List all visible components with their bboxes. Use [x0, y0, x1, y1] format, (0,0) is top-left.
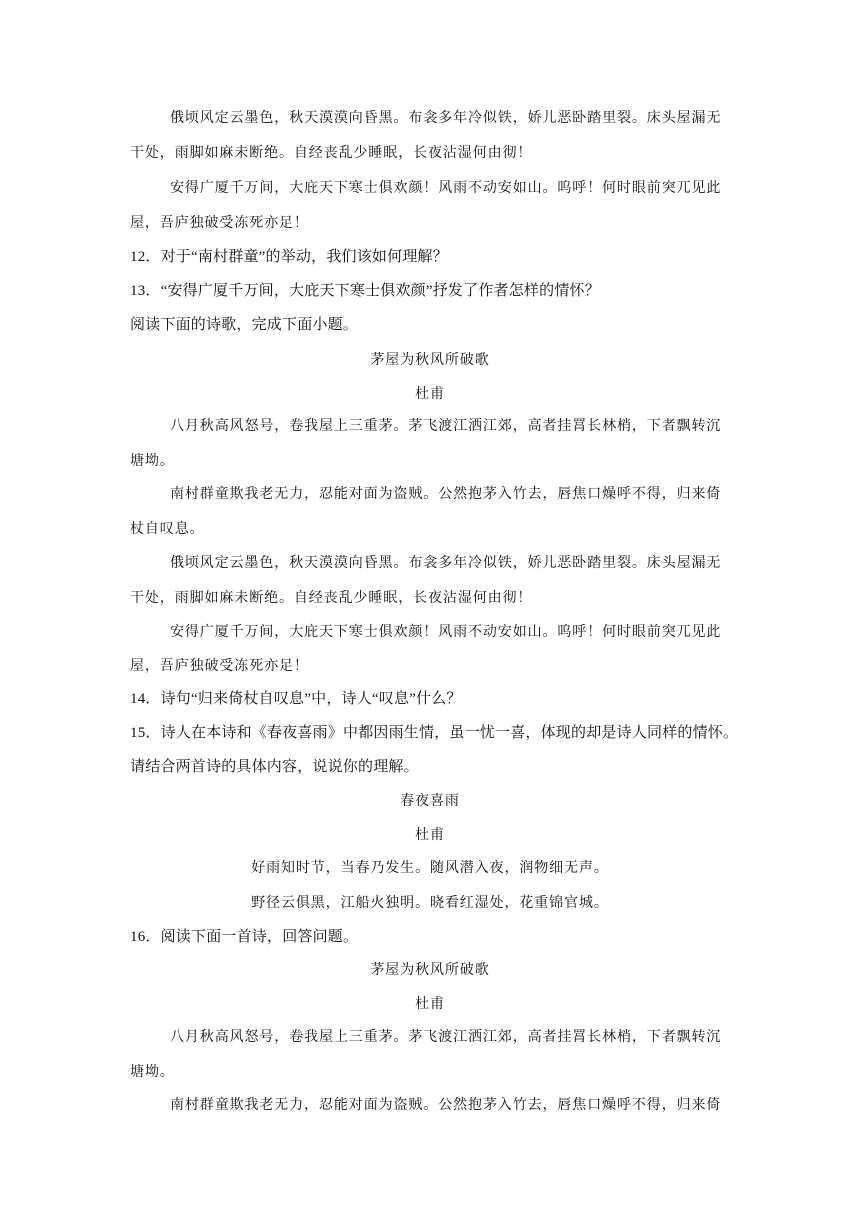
poem-stanza-2-line-1: 南村群童欺我老无力，忍能对面为盗贼。公然抱茅入竹去，唇焦口燥呼不得，归来倚: [170, 1097, 722, 1113]
poem-stanza-3-line-2: 干处，雨脚如麻未断绝。自经丧乱少睡眠，长夜沾湿何由彻！: [130, 145, 533, 161]
poem-couplet-2: 野径云俱黑，江船火独明。晓看红湿处，花重锦官城。: [251, 895, 609, 911]
poem-stanza-4-line-1: 安得广厦千万间，大庇天下寒士俱欢颜！风雨不动安如山。呜呼！何时眼前突兀见此: [170, 180, 722, 196]
poem-author: 杜甫: [415, 996, 445, 1012]
poem-author: 杜甫: [415, 386, 445, 402]
poem-stanza-3-line-2: 干处，雨脚如麻未断绝。自经丧乱少睡眠，长夜沾湿何由彻！: [130, 590, 533, 606]
question-16: 16．阅读下面一首诗，回答问题。: [130, 929, 359, 945]
poem-stanza-4-line-2: 屋，吾庐独破受冻死亦足！: [130, 658, 309, 674]
poem-author: 杜甫: [415, 827, 445, 843]
reading-instruction: 阅读下面的诗歌，完成下面小题。: [130, 317, 359, 333]
question-15: 15．诗人在本诗和《春夜喜雨》中都因雨生情，虽一忧一喜，体现的却是诗人同样的情怀。: [130, 725, 739, 741]
poem-title: 茅屋为秋风所破歌: [370, 352, 490, 368]
question-15-continued: 请结合两首诗的具体内容，说说你的理解。: [130, 759, 419, 775]
poem-stanza-1-line-1: 八月秋高风怒号，卷我屋上三重茅。茅飞渡江洒江郊，高者挂罥长林梢，下者飘转沉: [170, 1029, 722, 1045]
poem-title: 茅屋为秋风所破歌: [370, 962, 490, 978]
question-12: 12．对于“南村群童”的举动，我们该如何理解？: [130, 249, 448, 265]
poem-stanza-1-line-2: 塘坳。: [130, 453, 175, 469]
poem-stanza-2-line-1: 南村群童欺我老无力，忍能对面为盗贼。公然抱茅入竹去，唇焦口燥呼不得，归来倚: [170, 486, 722, 502]
poem-stanza-1-line-2: 塘坳。: [130, 1064, 175, 1080]
poem-stanza-3-line-1: 俄顷风定云墨色，秋天漠漠向昏黑。布衾多年冷似铁，娇儿恶卧踏里裂。床头屋漏无: [170, 555, 722, 571]
poem-stanza-4-line-1: 安得广厦千万间，大庇天下寒士俱欢颜！风雨不动安如山。呜呼！何时眼前突兀见此: [170, 624, 722, 640]
question-13: 13．“安得广厦千万间，大庇天下寒士俱欢颜”抒发了作者怎样的情怀？: [130, 283, 600, 299]
poem-stanza-1-line-1: 八月秋高风怒号，卷我屋上三重茅。茅飞渡江洒江郊，高者挂罥长林梢，下者飘转沉: [170, 418, 722, 434]
poem-title: 春夜喜雨: [400, 793, 460, 809]
poem-stanza-2-line-2: 杖自叹息。: [130, 521, 205, 537]
poem-stanza-4-line-2: 屋，吾庐独破受冻死亦足！: [130, 215, 309, 231]
poem-stanza-3-line-1: 俄顷风定云墨色，秋天漠漠向昏黑。布衾多年冷似铁，娇儿恶卧踏里裂。床头屋漏无: [170, 110, 722, 126]
poem-couplet-1: 好雨知时节，当春乃发生。随风潜入夜，润物细无声。: [251, 860, 609, 876]
question-14: 14．诗句“归来倚杖自叹息”中，诗人“叹息”什么？: [130, 691, 462, 707]
